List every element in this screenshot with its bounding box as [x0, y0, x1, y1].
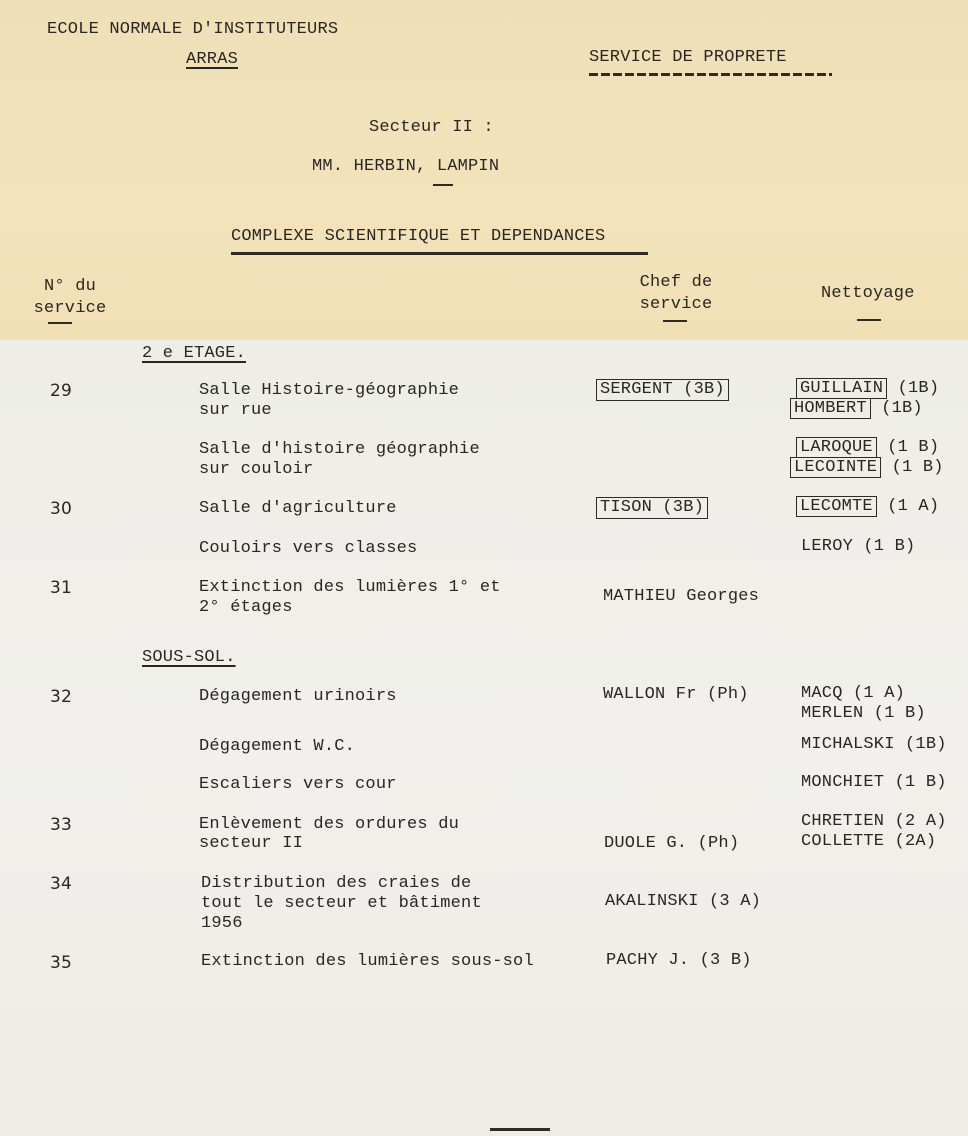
- row-29-cleaner-2-class: (1B): [881, 399, 923, 418]
- complex-title-underline: [231, 252, 648, 255]
- row-34-number: 34: [50, 874, 73, 894]
- col-header-chef-rule: [663, 320, 687, 322]
- row-35-task-line1: Extinction des lumières sous-sol: [201, 952, 534, 971]
- row-30-cleaner-1-name: LECOMTE: [796, 496, 877, 517]
- row-29-cleaner-1-name: GUILLAIN: [796, 378, 887, 399]
- city-name: ARRAS: [186, 50, 239, 69]
- col-header-number-line1: N° du: [43, 277, 96, 296]
- row-33-task-line2: secteur II: [199, 834, 304, 853]
- col-header-number: [20, 276, 120, 320]
- school-name: ECOLE NORMALE D'INSTITUTEURS: [47, 20, 339, 39]
- row-30-task-line1: Salle d'agriculture: [199, 499, 397, 518]
- row-34-chef: AKALINSKI (3 A): [605, 892, 762, 911]
- row-32-number: 32: [50, 687, 73, 707]
- row-32b-cleaner-1: MICHALSKI (1B): [801, 735, 947, 754]
- sector-title: Secteur II :: [369, 118, 494, 137]
- row-32-cleaner-1: MACQ (1 A): [801, 684, 906, 703]
- complex-title: COMPLEXE SCIENTIFIQUE ET DEPENDANCES: [231, 227, 606, 246]
- row-34-task-line3: 1956: [201, 914, 243, 933]
- col-header-chef-line2: service: [639, 295, 713, 314]
- staff-underline-mark: [433, 184, 453, 186]
- row-31-number: 31: [50, 578, 73, 598]
- row-32c-task-line1: Escaliers vers cour: [199, 775, 397, 794]
- col-header-nettoyage: Nettoyage: [821, 284, 915, 303]
- row-32c-cleaner-1: MONCHIET (1 B): [801, 773, 947, 792]
- row-29b-cleaner-1-name: LAROQUE: [796, 437, 877, 458]
- row-29-number: 29: [50, 381, 73, 401]
- row-29b-cleaner-1: [796, 438, 939, 458]
- row-30-number: 30: [50, 499, 73, 519]
- row-31-task-line1: Extinction des lumières 1° et: [199, 578, 501, 597]
- row-31-task-line2: 2° étages: [199, 598, 293, 617]
- staff-names: MM. HERBIN, LAMPIN: [312, 157, 500, 176]
- row-34-task-line1: Distribution des craies de: [201, 874, 472, 893]
- row-29b-cleaner-1-class: (1 B): [887, 438, 940, 457]
- row-29-cleaner-2: [790, 399, 923, 419]
- col-header-chef-line1: Chef de: [639, 273, 713, 292]
- row-29-task-line1: Salle Histoire-géographie: [199, 381, 460, 400]
- row-32-chef: WALLON Fr (Ph): [603, 685, 749, 704]
- row-29-chef: SERGENT (3B): [596, 379, 729, 401]
- col-header-nettoyage-rule: [857, 319, 881, 321]
- row-31-chef: MATHIEU Georges: [603, 587, 760, 606]
- row-29b-cleaner-2-name: LECOINTE: [790, 457, 881, 478]
- service-title: SERVICE DE PROPRETE: [589, 48, 787, 67]
- row-30-cleaner-1-class: (1 A): [887, 497, 940, 516]
- row-30b-task-line1: Couloirs vers classes: [199, 539, 418, 558]
- service-title-underline: [589, 73, 832, 76]
- row-32-task-line1: Dégagement urinoirs: [199, 687, 397, 706]
- row-33-cleaner-2: COLLETTE (2A): [801, 832, 937, 851]
- row-30-chef: TISON (3B): [596, 497, 708, 519]
- row-35-chef: PACHY J. (3 B): [606, 951, 752, 970]
- col-header-number-rule: [48, 322, 72, 324]
- row-29b-cleaner-2-class: (1 B): [891, 458, 944, 477]
- row-34-task-line2: tout le secteur et bâtiment: [201, 894, 482, 913]
- row-35-number: 35: [50, 953, 73, 973]
- row-29-cleaner-1: [796, 379, 939, 399]
- row-29-task-line2: sur rue: [199, 401, 272, 420]
- row-33-task-line1: Enlèvement des ordures du: [199, 815, 460, 834]
- row-33-cleaner-1: CHRETIEN (2 A): [801, 812, 947, 831]
- section-2e-etage: 2 e ETAGE.: [142, 344, 247, 363]
- page-end-rule: [490, 1128, 550, 1131]
- row-32-cleaner-2: MERLEN (1 B): [801, 704, 926, 723]
- row-33-chef: DUOLE G. (Ph): [604, 834, 740, 853]
- row-29b-cleaner-2: [790, 458, 944, 478]
- col-header-chef: [626, 272, 726, 316]
- row-30-cleaner-1: [796, 497, 939, 517]
- row-29b-task-line2: sur couloir: [199, 460, 314, 479]
- row-29-cleaner-2-name: HOMBERT: [790, 398, 871, 419]
- row-32b-task-line1: Dégagement W.C.: [199, 737, 356, 756]
- row-29-cleaner-1-class: (1B): [897, 379, 940, 398]
- section-sous-sol: SOUS-SOL.: [142, 648, 236, 667]
- row-33-number: 33: [50, 815, 73, 835]
- col-header-number-line2: service: [33, 299, 107, 318]
- row-29b-task-line1: Salle d'histoire géographie: [199, 440, 480, 459]
- row-30b-cleaner-1: LEROY (1 B): [801, 537, 916, 556]
